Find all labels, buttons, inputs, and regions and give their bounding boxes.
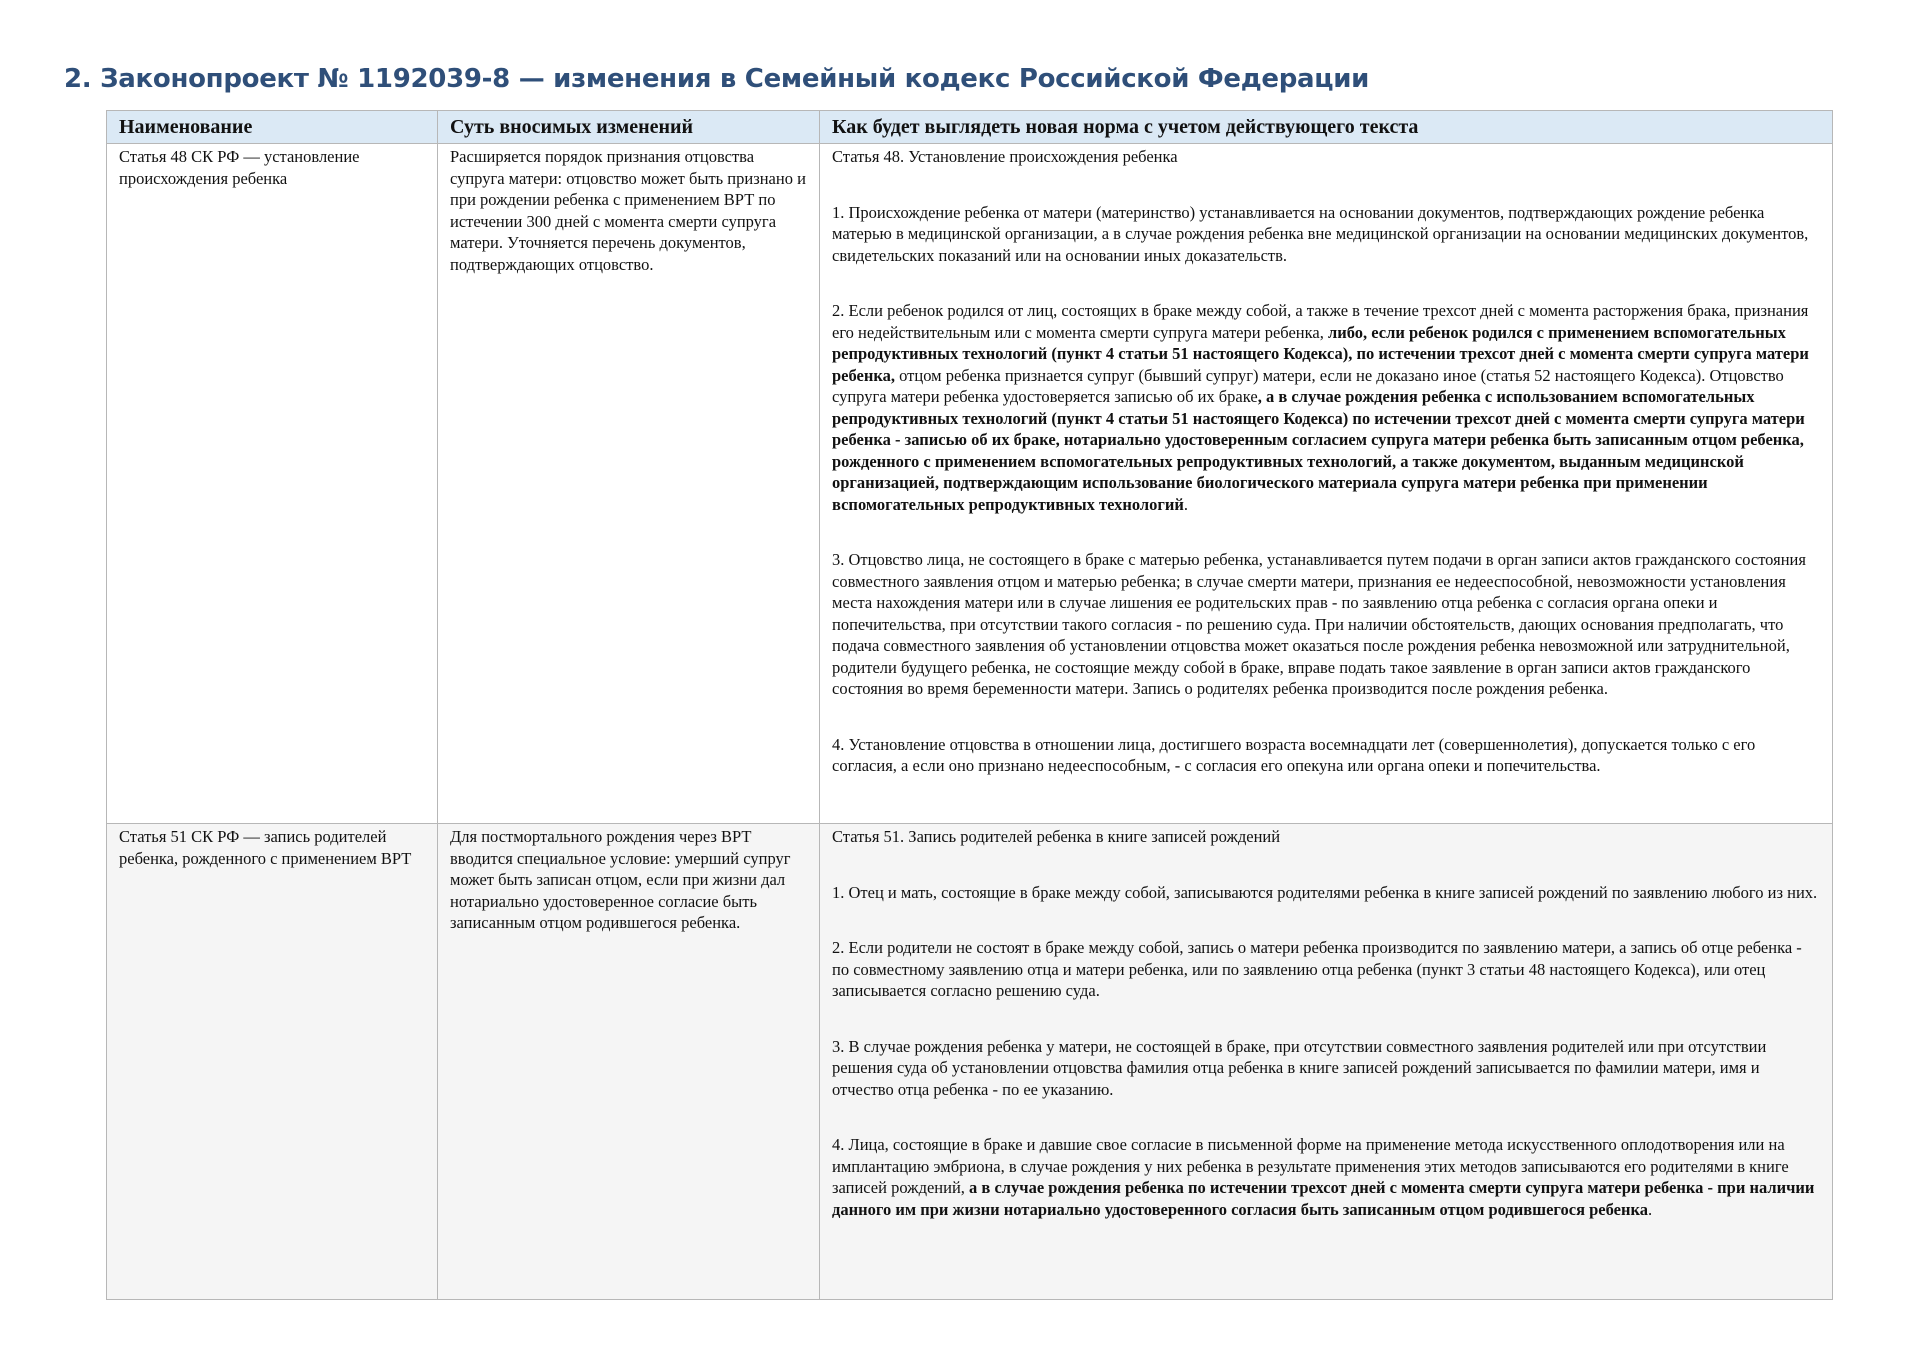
- table-header-row: [107, 111, 1833, 144]
- norm-text: .: [1183, 494, 1189, 514]
- table-row: [107, 144, 1833, 824]
- norm-text: .: [1648, 1199, 1653, 1219]
- header-essence: Суть вносимых изменений: [438, 111, 820, 144]
- norm-heading: Статья 48. Установление происхождения ребенка: [832, 147, 1178, 166]
- cell-new-norm: [820, 144, 1833, 824]
- norm-paragraph-4: 4. Установление отцовства в отношении лица, достигшего возраста восемнадцати лет (совершеннолетия), допускается только с его согласия, а если оно признано недееспособным, - с согласия его опекуна или органа опеки и попечительства.: [832, 734, 1756, 775]
- table-row: [107, 824, 1833, 1300]
- norm-paragraph-4: [832, 1134, 1820, 1220]
- cell-article-name: Статья 48 СК РФ — установление происхождения ребенка: [107, 144, 438, 824]
- norm-text: отцом ребенка признается супруг (бывший супруг) матери, если не доказано иное (статья 52 настоящего Кодекса). Отцовство супруга матери ребенка удостоверяется записью об их браке: [832, 365, 1784, 406]
- norm-paragraph-1: 1. Происхождение ребенка от матери (материнство) устанавливается на основании документов, подтверждающих рождение ребенка матерью в медицинской организации, а в случае рождения ребенка вне медицинской организации на основании медицинских документов, свидетельских показаний или на основании иных доказательств.: [832, 202, 1809, 265]
- norm-bold-insertion: , а в случае рождения ребенка с использованием вспомогательных репродуктивных технологий (пункт 4 статьи 51 настоящего Кодекса) по истечении трехсот дней с момента смерти супруга матери ребенка - записью об их браке, нотариально удостоверенным согласием супруга матери ребенка быть записанным отцом ребенка, рожденного с применением вспомогательных репродуктивных технологий, а также документом, выданным медицинской организацией, подтверждающим использование биологического материала супруга матери ребенка при применении вспомогательных репродуктивных технологий: [832, 387, 1805, 514]
- norm-paragraph-2: [832, 300, 1820, 515]
- norm-text: 2. Если ребенок родился от лиц, состоящих в браке между собой, а также в течение трехсот дней с момента расторжения брака, признания его недействительным или с момента смерти супруга матери ребенка,: [832, 301, 1809, 342]
- norm-paragraph-3: 3. Отцовство лица, не состоящего в браке с матерью ребенка, устанавливается путем подачи в орган записи актов гражданского состояния совместного заявления отцом и матерью ребенка; в случае смерти матери, признания ее недееспособной, невозможности установления места нахождения матери или в случае лишения ее родительских прав - по заявлению отца ребенка с согласия органа опеки и попечительства, при отсутствии такого согласия - по решению суда. При наличии обстоятельств, дающих основания предполагать, что подача совместного заявления об установлении отцовства может оказаться после рождения ребенка невозможной или затруднительной, родители будущего ребенка, не состоящие между собой в браке, вправе подать такое заявление в орган записи актов гражданского состояния во время беременности матери. Запись о родителях ребенка производится после рождения ребенка.: [832, 550, 1806, 698]
- comparison-table: [106, 110, 1833, 1300]
- norm-bold-insertion: а в случае рождения ребенка по истечении трехсот дней с момента смерти супруга матери ребенка - при наличии данного им при жизни нотариально удостоверенного согласия быть записанным отцом родившегося ребенка: [832, 1178, 1815, 1219]
- cell-change-essence: Для постмортального рождения через ВРТ вводится специальное условие: умерший супруг может быть записан отцом, если при жизни дал нотариально удостоверенное согласие быть записанным отцом родившегося ребенка.: [438, 824, 820, 1300]
- norm-paragraph-3: 3. В случае рождения ребенка у матери, не состоящей в браке, при отсутствии совместного заявления родителей или при отсутствии решения суда об установлении отцовства фамилия отца ребенка в книге записей рождений записывается по фамилии матери, имя и отчество отца ребенка - по ее указанию.: [832, 1036, 1767, 1099]
- cell-article-name: Статья 51 СК РФ — запись родителей ребенка, рожденного с применением ВРТ: [107, 824, 438, 1300]
- header-new-norm: Как будет выглядеть новая норма с учетом действующего текста: [820, 111, 1833, 144]
- cell-new-norm: [820, 824, 1833, 1300]
- page-title: 2. Законопроект № 1192039-8 — изменения в Семейный кодекс Российской Федерации: [64, 64, 1370, 94]
- norm-heading: Статья 51. Запись родителей ребенка в книге записей рождений: [832, 827, 1281, 846]
- norm-paragraph-1: 1. Отец и мать, состоящие в браке между собой, записываются родителями ребенка в книге записей рождений по заявлению любого из них.: [832, 882, 1818, 902]
- norm-paragraph-2: 2. Если родители не состоят в браке между собой, запись о матери ребенка производится по заявлению матери, а запись об отце ребенка - по совместному заявлению отца и матери ребенка, или по заявлению отца ребенка (пункт 3 статьи 48 настоящего Кодекса), или отец записывается согласно решению суда.: [832, 938, 1802, 1000]
- norm-bold-insertion: либо, если ребенок родился с применением вспомогательных репродуктивных технологий (пункт 4 статьи 51 настоящего Кодекса), по истечении трехсот дней с момента смерти супруга матери ребенка,: [832, 322, 1809, 385]
- header-name: Наименование: [107, 111, 438, 144]
- cell-change-essence: Расширяется порядок признания отцовства супруга матери: отцовство может быть признано и при рождении ребенка с применением ВРТ по истечении 300 дней с момента смерти супруга матери. Уточняется перечень документов, подтверждающих отцовство.: [438, 144, 820, 824]
- norm-text: 4. Лица, состоящие в браке и давшие свое согласие в письменной форме на применение метода искусственного оплодотворения или на имплантацию эмбриона, в случае рождения у них ребенка в результате применения этих методов записываются его родителями в книге записей рождений,: [832, 1135, 1789, 1197]
